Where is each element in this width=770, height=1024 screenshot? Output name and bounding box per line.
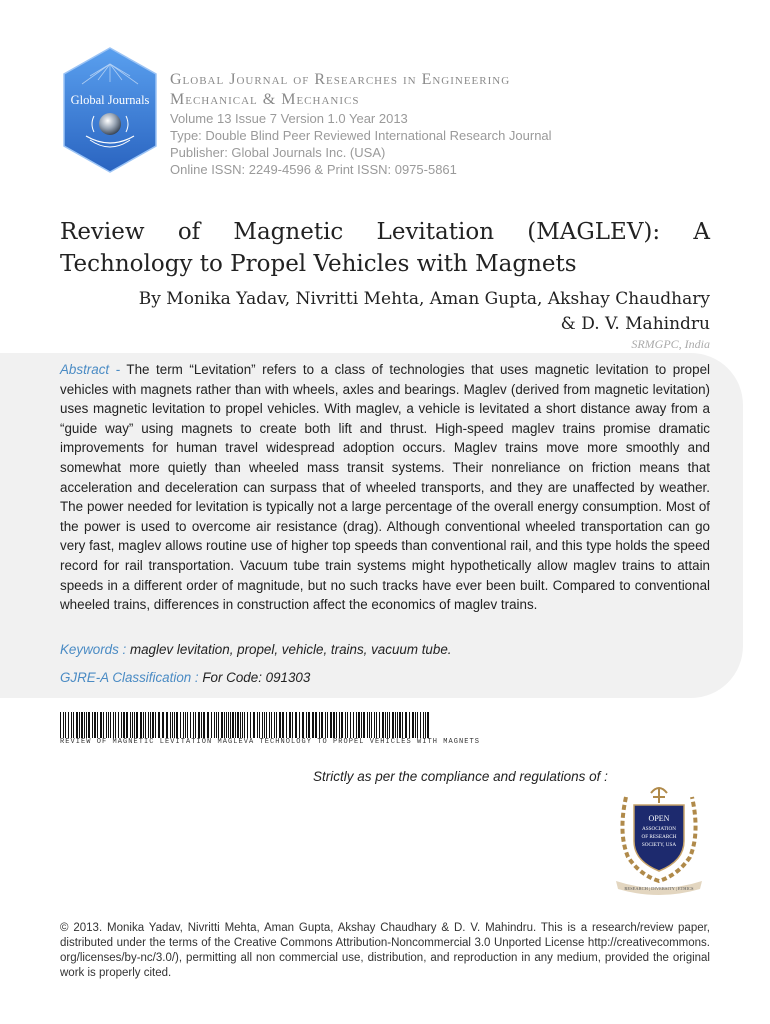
journal-title-line2: Mechanical & Mechanics (170, 91, 360, 108)
barcode-bar (264, 712, 265, 738)
abstract-text: The term “Levitation” refers to a class of technologies that uses magnetic levitation to propel vehicles with magnets rather than with wheels, axles and bearings. Maglev (derived from magnetic levitation) uses magnetic levitation to propel vehicles. With maglev, a vehicle is levitated a short distance away from a “guide way” using magnets to create both lift and thrust. High-speed maglev trains promise dramatic improvements for human travel widespread adoption occurs. Maglev trains move more smoothly and somewhat more quietly than wheeled mass transit systems. Their nonreliance on friction means that acceleration and deceleration can surpass that of wheeled transports, and they are unaffected by weather. The power needed for levitation is typically not a large percentage of the overall energy consumption. Most of the power is used to overcome air resistance (drag). Although conventional wheeled transportation can go very fast, maglev allows routine use of higher top speeds than conventional rail, and this type holds the speed record for rail transportation. Vacuum tube train systems might hypothetically allow maglev trains to attain speeds in a different order of magnitude, but no such tracks have ever been built. Compared to conventional wheeled trains, differences in construction affect the economics of maglev trains. (60, 362, 710, 613)
barcode-bar (299, 712, 300, 738)
barcode-bar (60, 712, 61, 738)
oa-logo-line2: ASSOCIATION (641, 826, 677, 832)
barcode-bar (395, 712, 396, 738)
barcode-bar (148, 712, 149, 738)
barcode-bar (211, 712, 212, 738)
barcode-bar (118, 712, 119, 738)
barcode-bar (369, 712, 370, 738)
barcode-bar (382, 712, 384, 738)
barcode-bar (361, 712, 362, 738)
barcode-bar (108, 712, 109, 738)
barcode-bar (152, 712, 154, 738)
barcode-bar (228, 712, 229, 738)
barcode-bar (237, 712, 239, 738)
barcode-bar (259, 712, 260, 738)
barcode-bar (203, 712, 205, 738)
barcode-bar (341, 712, 343, 738)
barcode-bar (172, 712, 173, 738)
abstract-label: Abstract - (60, 362, 121, 377)
barcode-bar (214, 712, 215, 738)
barcode-bar (262, 712, 263, 738)
barcode-bar (376, 712, 377, 738)
barcode-bar (132, 712, 133, 738)
barcode-bar (312, 712, 314, 738)
barcode-bar (367, 712, 368, 738)
barcode-bar (150, 712, 151, 738)
authors (110, 287, 710, 337)
barcode-bar (221, 712, 223, 738)
barcode-bar (207, 712, 209, 738)
barcode-bar (71, 712, 72, 738)
authors-line1: By Monika Yadav, Nivritti Mehta, Aman Gupta, Akshay Chaudhary (138, 289, 710, 309)
barcode-bar (166, 712, 168, 738)
barcode-bar (250, 712, 251, 738)
barcode-bar (143, 712, 144, 738)
barcode-bar (130, 712, 131, 738)
barcode-bar (242, 712, 243, 738)
barcode-bar (279, 712, 281, 738)
barcode-bar (412, 712, 414, 738)
keywords (60, 642, 452, 657)
barcode-bar (415, 712, 416, 738)
barcode-bar (425, 712, 426, 738)
journal-details (170, 110, 552, 178)
barcode-bar (347, 712, 348, 738)
affiliation: SRMGPC, India (631, 337, 710, 351)
classification (60, 670, 310, 685)
barcode-bar (84, 712, 85, 738)
license-footer: © 2013. Monika Yadav, Nivritti Mehta, Aman Gupta, Akshay Chaudhary & D. V. Mahindru. This is a research/review paper, distributed under the terms of the Creative Commons Attribution-Noncommercial 3.0 Unported License http://creativecommons. org/licenses/by-nc/3.0/), permitting all non commercial use, distribution, and reproduction in any medium, provided the original work is properly cited. (60, 922, 710, 979)
barcode-bar (235, 712, 236, 738)
oa-logo-line4: SOCIETY, USA (641, 842, 677, 848)
barcode-bar (126, 712, 128, 738)
barcode-bar (170, 712, 171, 738)
barcode-bar (88, 712, 90, 738)
barcode-bar (230, 712, 231, 738)
barcode-bar (353, 712, 354, 738)
barcode-bar (226, 712, 227, 738)
barcode-bar (325, 712, 326, 738)
barcode-bar (180, 712, 181, 738)
logo-text: Global Journals (70, 93, 150, 107)
barcode-bar (276, 712, 277, 738)
barcode-bar (302, 712, 304, 738)
barcode-bar (405, 712, 407, 738)
barcode-bar (289, 712, 291, 738)
barcode-bar (420, 712, 421, 738)
paper-title: Review of Magnetic Levitation (MAGLEV): A Technology to Propel Vehicles with Magnets (60, 219, 710, 277)
barcode-bar (330, 712, 332, 738)
barcode-bar (123, 712, 125, 738)
barcode-bar (136, 712, 138, 738)
keywords-text: maglev levitation, propel, vehicle, trains, vacuum tube. (126, 642, 452, 657)
barcode-bar (327, 712, 328, 738)
barcode-bar (68, 712, 69, 738)
barcode-bar (266, 712, 267, 738)
barcode-bar (86, 712, 87, 738)
classification-text: For Code: 091303 (198, 670, 311, 685)
barcode-bar (387, 712, 388, 738)
volume-info: Volume 13 Issue 7 Version 1.0 Year 2013 (170, 111, 408, 126)
barcode-bar (97, 712, 98, 738)
barcode-bar (121, 712, 122, 738)
barcode-bar (134, 712, 135, 738)
barcode-bar (185, 712, 186, 738)
barcode-bar (417, 712, 418, 738)
barcode-bar (336, 712, 337, 738)
barcode-bar (162, 712, 164, 738)
journal-title (170, 70, 510, 110)
barcode-bar (193, 712, 194, 738)
journal-type: Type: Double Blind Peer Reviewed International Research Journal (170, 128, 552, 143)
barcode-bar (374, 712, 375, 738)
barcode-bar (292, 712, 293, 738)
barcode-bar (345, 712, 346, 738)
barcode-bar (113, 712, 114, 738)
journal-title-line1: Global Journal of Researches in Engineering (170, 71, 511, 88)
barcode-bar (427, 712, 429, 738)
barcode-bar (176, 712, 178, 738)
barcode-bar (106, 712, 107, 738)
barcode-bar (282, 712, 284, 738)
barcode-bar (315, 712, 317, 738)
global-journals-logo (60, 46, 160, 174)
barcode-bar (155, 712, 156, 738)
barcode-bar (350, 712, 351, 738)
barcode-bar (253, 712, 255, 738)
barcode-text: REVIEW OF MAGNETIC LEVITATION MAGLEVA TECHNOLOGY TO PROPEL VEHICLES WITH MAGNETS (60, 738, 481, 746)
barcode-bar (389, 712, 390, 738)
barcode-bar (73, 712, 74, 738)
barcode-bar (269, 712, 270, 738)
barcode-bar (244, 712, 245, 738)
barcode-bar (392, 712, 394, 738)
barcode-bar (81, 712, 83, 738)
oa-logo-line1: OPEN (648, 814, 670, 823)
barcode-bar (257, 712, 258, 738)
barcode-bar (195, 712, 196, 738)
barcode-bar (232, 712, 234, 738)
barcode-bar (198, 712, 200, 738)
barcode-bar (140, 712, 142, 738)
barcode-bar (409, 712, 410, 738)
barcode-bar (358, 712, 360, 738)
barcode-bar (145, 712, 146, 738)
oa-logo-ribbon: RESEARCH | DIVERSITY | ETHICS (624, 886, 694, 891)
barcode-bar (158, 712, 160, 738)
oa-logo-line3: OF RESEARCH (641, 834, 677, 840)
barcode-bar (224, 712, 225, 738)
barcode-bar (363, 712, 365, 738)
barcode-bar (183, 712, 184, 738)
open-association-logo (604, 783, 714, 903)
barcode-bar (321, 712, 323, 738)
barcode-bar (402, 712, 403, 738)
barcode-bar (399, 712, 401, 738)
barcode-bar (216, 712, 217, 738)
barcode-bar (274, 712, 275, 738)
barcode-bar (397, 712, 398, 738)
barcode-bar (423, 712, 424, 738)
barcode-bar (379, 712, 380, 738)
compliance-statement: Strictly as per the compliance and regulations of : (313, 769, 608, 784)
barcode-bar (187, 712, 188, 738)
authors-line2: & D. V. Mahindru (560, 314, 710, 334)
barcode-bar (174, 712, 175, 738)
barcode-bar (201, 712, 202, 738)
publisher: Publisher: Global Journals Inc. (USA) (170, 145, 386, 160)
barcode-bar (190, 712, 191, 738)
barcode-bar (100, 712, 102, 738)
barcode-bar (308, 712, 310, 738)
barcode-bar (218, 712, 219, 738)
barcode-bar (319, 712, 320, 738)
barcode-bar (306, 712, 307, 738)
barcode-bar (240, 712, 241, 738)
abstract (60, 360, 710, 615)
barcode-bar (356, 712, 357, 738)
barcode-bar (295, 712, 297, 738)
barcode-bar (385, 712, 386, 738)
barcode-bar (271, 712, 272, 738)
barcode-bar (79, 712, 80, 738)
barcode-bar (65, 712, 66, 738)
barcode-bar (103, 712, 104, 738)
barcode-bar (339, 712, 340, 738)
barcode-bar (286, 712, 287, 738)
barcode (60, 712, 430, 738)
issn: Online ISSN: 2249-4596 & Print ISSN: 0975-5861 (170, 162, 457, 177)
barcode-bar (247, 712, 248, 738)
barcode-bar (76, 712, 78, 738)
barcode-bar (94, 712, 96, 738)
barcode-bar (371, 712, 372, 738)
barcode-bar (115, 712, 116, 738)
barcode-bar (92, 712, 93, 738)
barcode-bar (110, 712, 111, 738)
classification-label: GJRE-A Classification : (60, 670, 199, 685)
keywords-label: Keywords : (60, 642, 127, 657)
barcode-bar (333, 712, 335, 738)
barcode-bar (63, 712, 64, 738)
